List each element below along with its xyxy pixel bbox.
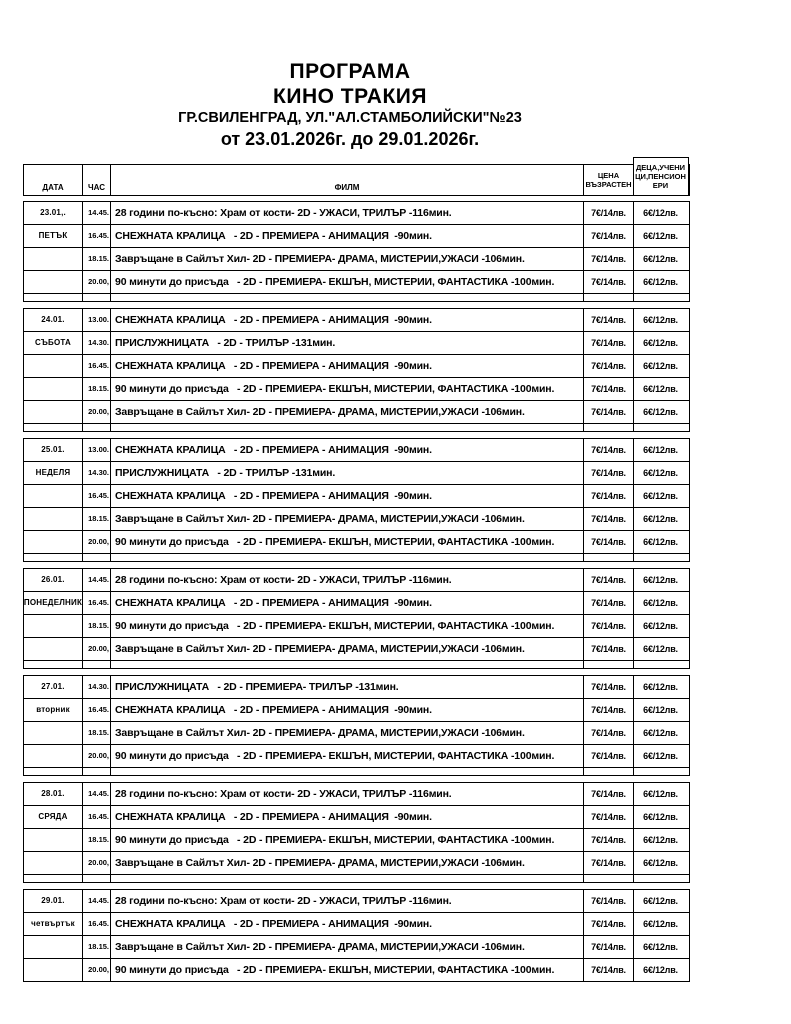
- day-cell: четвъртък: [24, 913, 83, 935]
- day-block: [23, 782, 690, 883]
- film-cell: СНЕЖНАТА КРАЛИЦА - 2D - ПРЕМИЕРА - АНИМАЦИЯ -90мин.: [111, 309, 584, 331]
- date-cell-empty: [24, 531, 83, 553]
- day-cell: НЕДЕЛЯ: [24, 462, 83, 484]
- film-cell: СНЕЖНАТА КРАЛИЦА - 2D - ПРЕМИЕРА - АНИМАЦИЯ -90мин.: [111, 439, 584, 461]
- spacer-cell: [111, 875, 584, 882]
- time-cell: 14.30.: [83, 676, 111, 698]
- spacer-cell: [634, 294, 687, 301]
- film-row: [24, 401, 689, 424]
- date-cell: 28.01.: [24, 783, 83, 805]
- col-header-price-kids: ДЕЦА,УЧЕНИЦИ,ПЕНСИОНЕРИ: [633, 157, 689, 197]
- day-block: [23, 675, 690, 776]
- date-cell-empty: [24, 959, 83, 981]
- spacer-cell: [584, 661, 634, 668]
- spacer-cell: [584, 768, 634, 775]
- col-header-price-adult: ЦЕНА ВЪЗРАСТЕН: [584, 165, 634, 195]
- film-cell: 90 минути до присъда - 2D - ПРЕМИЕРА- ЕКШЪН, МИСТЕРИИ, ФАНТАСТИКА -100мин.: [111, 615, 584, 637]
- film-cell: 90 минути до присъда - 2D - ПРЕМИЕРА- ЕКШЪН, МИСТЕРИИ, ФАНТАСТИКА -100мин.: [111, 271, 584, 293]
- date-cell-empty: [24, 508, 83, 530]
- schedule-table: [23, 164, 690, 982]
- col-header-price-kids-cell: [634, 165, 687, 195]
- price-adult-cell: 7€/14лв.: [584, 852, 634, 874]
- spacer-cell: [584, 424, 634, 431]
- film-row: [24, 485, 689, 508]
- spacer-cell: [111, 768, 584, 775]
- price-kids-cell: 6€/12лв.: [643, 536, 678, 547]
- price-kids-cell: 6€/12лв.: [643, 383, 678, 394]
- time-cell: 13.00.: [83, 309, 111, 331]
- date-cell: 24.01.: [24, 309, 83, 331]
- date-cell-empty: [24, 936, 83, 958]
- film-row: [24, 638, 689, 661]
- time-cell: 16.45.: [83, 485, 111, 507]
- price-adult-cell: 7€/14лв.: [584, 401, 634, 423]
- spacer-cell: [634, 424, 687, 431]
- time-cell: 14.45.: [83, 783, 111, 805]
- film-row: [24, 852, 689, 875]
- film-cell: 28 години по-късно: Храм от кости- 2D - УЖАСИ, ТРИЛЪР -116мин.: [111, 783, 584, 805]
- spacer-cell: [634, 554, 687, 561]
- film-row: [24, 783, 689, 806]
- day-cell: вторник: [24, 699, 83, 721]
- film-row: [24, 462, 689, 485]
- price-adult-cell: 7€/14лв.: [584, 355, 634, 377]
- film-cell: СНЕЖНАТА КРАЛИЦА - 2D - ПРЕМИЕРА - АНИМАЦИЯ -90мин.: [111, 699, 584, 721]
- film-row: [24, 936, 689, 959]
- price-kids-cell: 6€/12лв.: [643, 406, 678, 417]
- date-cell: 27.01.: [24, 676, 83, 698]
- spacer-cell: [634, 768, 687, 775]
- film-row: [24, 439, 689, 462]
- spacer-cell: [83, 554, 111, 561]
- film-row: [24, 592, 689, 615]
- spacer-cell: [24, 661, 83, 668]
- time-cell: 20.00,: [83, 959, 111, 981]
- film-row: [24, 508, 689, 531]
- film-cell: 90 минути до присъда - 2D - ПРЕМИЕРА- ЕКШЪН, МИСТЕРИИ, ФАНТАСТИКА -100мин.: [111, 531, 584, 553]
- time-cell: 13.00.: [83, 439, 111, 461]
- day-block: [23, 201, 690, 302]
- price-kids-cell: 6€/12лв.: [643, 574, 678, 585]
- film-cell: СНЕЖНАТА КРАЛИЦА - 2D - ПРЕМИЕРА - АНИМАЦИЯ -90мин.: [111, 225, 584, 247]
- price-kids-cell: 6€/12лв.: [643, 834, 678, 845]
- date-cell: 25.01.: [24, 439, 83, 461]
- film-row: [24, 676, 689, 699]
- date-cell-empty: [24, 745, 83, 767]
- film-cell: Завръщане в Сайлът Хил- 2D - ПРЕМИЕРА- ДРАМА, МИСТЕРИИ,УЖАСИ -106мин.: [111, 638, 584, 660]
- price-kids-cell: 6€/12лв.: [643, 750, 678, 761]
- time-cell: 16.45.: [83, 806, 111, 828]
- film-cell: СНЕЖНАТА КРАЛИЦА - 2D - ПРЕМИЕРА - АНИМАЦИЯ -90мин.: [111, 485, 584, 507]
- price-kids-cell: 6€/12лв.: [643, 941, 678, 952]
- film-row: [24, 890, 689, 913]
- col-header-film: ФИЛМ: [111, 165, 584, 195]
- day-cell: ПЕТЪК: [24, 225, 83, 247]
- film-cell: Завръщане в Сайлът Хил- 2D - ПРЕМИЕРА- ДРАМА, МИСТЕРИИ,УЖАСИ -106мин.: [111, 508, 584, 530]
- film-row: [24, 806, 689, 829]
- day-blocks: [23, 201, 690, 982]
- spacer-cell: [24, 768, 83, 775]
- date-cell-empty: [24, 829, 83, 851]
- spacer-row: [24, 768, 689, 775]
- film-cell: СНЕЖНАТА КРАЛИЦА - 2D - ПРЕМИЕРА - АНИМАЦИЯ -90мин.: [111, 806, 584, 828]
- film-row: [24, 913, 689, 936]
- film-row: [24, 745, 689, 768]
- price-kids-cell: 6€/12лв.: [643, 857, 678, 868]
- time-cell: 20.00,: [83, 271, 111, 293]
- cinema-address: ГР.СВИЛЕНГРАД, УЛ."АЛ.СТАМБОЛИЙСКИ"№23: [178, 109, 522, 126]
- spacer-cell: [584, 294, 634, 301]
- time-cell: 18.15.: [83, 508, 111, 530]
- price-adult-cell: 7€/14лв.: [584, 225, 634, 247]
- day-cell: СЪБОТА: [24, 332, 83, 354]
- film-cell: 28 години по-късно: Храм от кости- 2D - УЖАСИ, ТРИЛЪР -116мин.: [111, 890, 584, 912]
- price-adult-cell: 7€/14лв.: [584, 248, 634, 270]
- time-cell: 18.15.: [83, 829, 111, 851]
- price-kids-cell: 6€/12лв.: [643, 964, 678, 975]
- price-kids-cell: 6€/12лв.: [643, 314, 678, 325]
- date-range: от 23.01.2026г. до 29.01.2026г.: [220, 128, 480, 149]
- price-adult-cell: 7€/14лв.: [584, 745, 634, 767]
- date-cell-empty: [24, 485, 83, 507]
- price-adult-cell: 7€/14лв.: [584, 485, 634, 507]
- price-adult-cell: 7€/14лв.: [584, 676, 634, 698]
- time-cell: 20.00,: [83, 531, 111, 553]
- film-row: [24, 332, 689, 355]
- date-cell: 23.01,.: [24, 202, 83, 224]
- time-cell: 16.45.: [83, 592, 111, 614]
- spacer-row: [24, 554, 689, 561]
- day-block: [23, 438, 690, 562]
- film-row: [24, 959, 689, 981]
- price-adult-cell: 7€/14лв.: [584, 202, 634, 224]
- price-adult-cell: 7€/14лв.: [584, 508, 634, 530]
- spacer-cell: [24, 294, 83, 301]
- film-row: [24, 225, 689, 248]
- time-cell: 20.00,: [83, 638, 111, 660]
- spacer-cell: [83, 294, 111, 301]
- time-cell: 18.15.: [83, 248, 111, 270]
- spacer-cell: [83, 875, 111, 882]
- spacer-row: [24, 875, 689, 882]
- price-adult-cell: 7€/14лв.: [584, 722, 634, 744]
- spacer-cell: [584, 875, 634, 882]
- time-cell: 18.15.: [83, 936, 111, 958]
- price-kids-cell: 6€/12лв.: [643, 276, 678, 287]
- price-kids-cell: 6€/12лв.: [643, 513, 678, 524]
- price-kids-cell: 6€/12лв.: [643, 467, 678, 478]
- film-cell: ПРИСЛУЖНИЦАТА - 2D - ПРЕМИЕРА- ТРИЛЪР -131мин.: [111, 676, 584, 698]
- price-kids-cell: 6€/12лв.: [643, 788, 678, 799]
- spacer-cell: [634, 661, 687, 668]
- spacer-row: [24, 661, 689, 668]
- price-kids-cell: 6€/12лв.: [643, 643, 678, 654]
- spacer-cell: [584, 554, 634, 561]
- price-kids-cell: 6€/12лв.: [643, 207, 678, 218]
- film-cell: СНЕЖНАТА КРАЛИЦА - 2D - ПРЕМИЕРА - АНИМАЦИЯ -90мин.: [111, 592, 584, 614]
- price-adult-cell: 7€/14лв.: [584, 913, 634, 935]
- time-cell: 14.45.: [83, 569, 111, 591]
- time-cell: 20.00,: [83, 745, 111, 767]
- film-cell: Завръщане в Сайлът Хил- 2D - ПРЕМИЕРА- ДРАМА, МИСТЕРИИ,УЖАСИ -106мин.: [111, 852, 584, 874]
- date-cell-empty: [24, 638, 83, 660]
- film-row: [24, 699, 689, 722]
- col-header-time: ЧАС: [83, 165, 111, 195]
- spacer-row: [24, 424, 689, 431]
- film-row: [24, 271, 689, 294]
- film-cell: СНЕЖНАТА КРАЛИЦА - 2D - ПРЕМИЕРА - АНИМАЦИЯ -90мин.: [111, 355, 584, 377]
- price-kids-cell: 6€/12лв.: [643, 253, 678, 264]
- time-cell: 14.45.: [83, 890, 111, 912]
- price-adult-cell: 7€/14лв.: [584, 309, 634, 331]
- date-cell-empty: [24, 401, 83, 423]
- price-kids-cell: 6€/12лв.: [643, 727, 678, 738]
- price-kids-cell: 6€/12лв.: [643, 811, 678, 822]
- price-kids-cell: 6€/12лв.: [643, 230, 678, 241]
- time-cell: 18.15.: [83, 615, 111, 637]
- price-adult-cell: 7€/14лв.: [584, 890, 634, 912]
- spacer-cell: [111, 554, 584, 561]
- price-kids-cell: 6€/12лв.: [643, 681, 678, 692]
- film-row: [24, 569, 689, 592]
- film-row: [24, 202, 689, 225]
- time-cell: 16.45.: [83, 225, 111, 247]
- film-row: [24, 722, 689, 745]
- film-row: [24, 829, 689, 852]
- time-cell: 18.15.: [83, 722, 111, 744]
- document-header: [0, 60, 700, 150]
- price-kids-cell: 6€/12лв.: [643, 704, 678, 715]
- film-cell: ПРИСЛУЖНИЦАТА - 2D - ТРИЛЪР -131мин.: [111, 462, 584, 484]
- film-row: [24, 355, 689, 378]
- spacer-cell: [634, 875, 687, 882]
- date-cell: 26.01.: [24, 569, 83, 591]
- date-cell-empty: [24, 615, 83, 637]
- price-adult-cell: 7€/14лв.: [584, 378, 634, 400]
- price-adult-cell: 7€/14лв.: [584, 271, 634, 293]
- time-cell: 16.45.: [83, 355, 111, 377]
- price-adult-cell: 7€/14лв.: [584, 569, 634, 591]
- day-block: [23, 889, 690, 982]
- price-adult-cell: 7€/14лв.: [584, 439, 634, 461]
- price-kids-cell: 6€/12лв.: [643, 620, 678, 631]
- price-adult-cell: 7€/14лв.: [584, 806, 634, 828]
- date-cell-empty: [24, 248, 83, 270]
- spacer-cell: [111, 424, 584, 431]
- film-row: [24, 615, 689, 638]
- film-cell: Завръщане в Сайлът Хил- 2D - ПРЕМИЕРА- ДРАМА, МИСТЕРИИ,УЖАСИ -106мин.: [111, 401, 584, 423]
- price-kids-cell: 6€/12лв.: [643, 895, 678, 906]
- spacer-cell: [83, 661, 111, 668]
- spacer-cell: [24, 554, 83, 561]
- film-cell: Завръщане в Сайлът Хил- 2D - ПРЕМИЕРА- ДРАМА, МИСТЕРИИ,УЖАСИ -106мин.: [111, 936, 584, 958]
- price-adult-cell: 7€/14лв.: [584, 699, 634, 721]
- date-cell-empty: [24, 852, 83, 874]
- price-kids-cell: 6€/12лв.: [643, 444, 678, 455]
- film-cell: ПРИСЛУЖНИЦАТА - 2D - ТРИЛЪР -131мин.: [111, 332, 584, 354]
- spacer-cell: [83, 768, 111, 775]
- price-kids-cell: 6€/12лв.: [643, 918, 678, 929]
- price-adult-cell: 7€/14лв.: [584, 592, 634, 614]
- time-cell: 16.45.: [83, 913, 111, 935]
- spacer-cell: [111, 294, 584, 301]
- price-adult-cell: 7€/14лв.: [584, 829, 634, 851]
- film-row: [24, 531, 689, 554]
- date-cell-empty: [24, 355, 83, 377]
- time-cell: 20.00,: [83, 401, 111, 423]
- price-adult-cell: 7€/14лв.: [584, 332, 634, 354]
- film-cell: СНЕЖНАТА КРАЛИЦА - 2D - ПРЕМИЕРА - АНИМАЦИЯ -90мин.: [111, 913, 584, 935]
- price-adult-cell: 7€/14лв.: [584, 531, 634, 553]
- spacer-row: [24, 294, 689, 301]
- time-cell: 18.15.: [83, 378, 111, 400]
- price-adult-cell: 7€/14лв.: [584, 936, 634, 958]
- film-row: [24, 248, 689, 271]
- doc-title: ПРОГРАМА: [289, 60, 411, 83]
- price-kids-cell: 6€/12лв.: [643, 360, 678, 371]
- day-cell: ПОНЕДЕЛНИК: [24, 592, 83, 614]
- date-cell-empty: [24, 271, 83, 293]
- date-cell: 29.01.: [24, 890, 83, 912]
- date-cell-empty: [24, 378, 83, 400]
- price-adult-cell: 7€/14лв.: [584, 783, 634, 805]
- spacer-cell: [111, 661, 584, 668]
- film-cell: 90 минути до присъда - 2D - ПРЕМИЕРА- ЕКШЪН, МИСТЕРИИ, ФАНТАСТИКА -100мин.: [111, 959, 584, 981]
- price-kids-cell: 6€/12лв.: [643, 597, 678, 608]
- time-cell: 14.30.: [83, 332, 111, 354]
- cinema-name: КИНО ТРАКИЯ: [273, 84, 427, 108]
- time-cell: 16.45.: [83, 699, 111, 721]
- film-cell: 90 минути до присъда - 2D - ПРЕМИЕРА- ЕКШЪН, МИСТЕРИИ, ФАНТАСТИКА -100мин.: [111, 829, 584, 851]
- day-block: [23, 308, 690, 432]
- spacer-cell: [24, 875, 83, 882]
- film-cell: 90 минути до присъда - 2D - ПРЕМИЕРА- ЕКШЪН, МИСТЕРИИ, ФАНТАСТИКА -100мин.: [111, 378, 584, 400]
- price-adult-cell: 7€/14лв.: [584, 615, 634, 637]
- day-block: [23, 568, 690, 669]
- time-cell: 20.00,: [83, 852, 111, 874]
- spacer-cell: [24, 424, 83, 431]
- price-kids-cell: 6€/12лв.: [643, 337, 678, 348]
- time-cell: 14.45.: [83, 202, 111, 224]
- film-cell: 28 години по-късно: Храм от кости- 2D - УЖАСИ, ТРИЛЪР -116мин.: [111, 569, 584, 591]
- spacer-cell: [83, 424, 111, 431]
- film-cell: 28 години по-късно: Храм от кости- 2D - УЖАСИ, ТРИЛЪР -116мин.: [111, 202, 584, 224]
- date-cell-empty: [24, 722, 83, 744]
- price-adult-cell: 7€/14лв.: [584, 959, 634, 981]
- price-adult-cell: 7€/14лв.: [584, 638, 634, 660]
- film-cell: Завръщане в Сайлът Хил- 2D - ПРЕМИЕРА- ДРАМА, МИСТЕРИИ,УЖАСИ -106мин.: [111, 722, 584, 744]
- film-cell: Завръщане в Сайлът Хил- 2D - ПРЕМИЕРА- ДРАМА, МИСТЕРИИ,УЖАСИ -106мин.: [111, 248, 584, 270]
- price-adult-cell: 7€/14лв.: [584, 462, 634, 484]
- table-header-row: [23, 164, 690, 196]
- film-row: [24, 378, 689, 401]
- film-row: [24, 309, 689, 332]
- time-cell: 14.30.: [83, 462, 111, 484]
- col-header-date: ДАТА: [24, 165, 83, 195]
- day-cell: СРЯДА: [24, 806, 83, 828]
- price-kids-cell: 6€/12лв.: [643, 490, 678, 501]
- film-cell: 90 минути до присъда - 2D - ПРЕМИЕРА- ЕКШЪН, МИСТЕРИИ, ФАНТАСТИКА -100мин.: [111, 745, 584, 767]
